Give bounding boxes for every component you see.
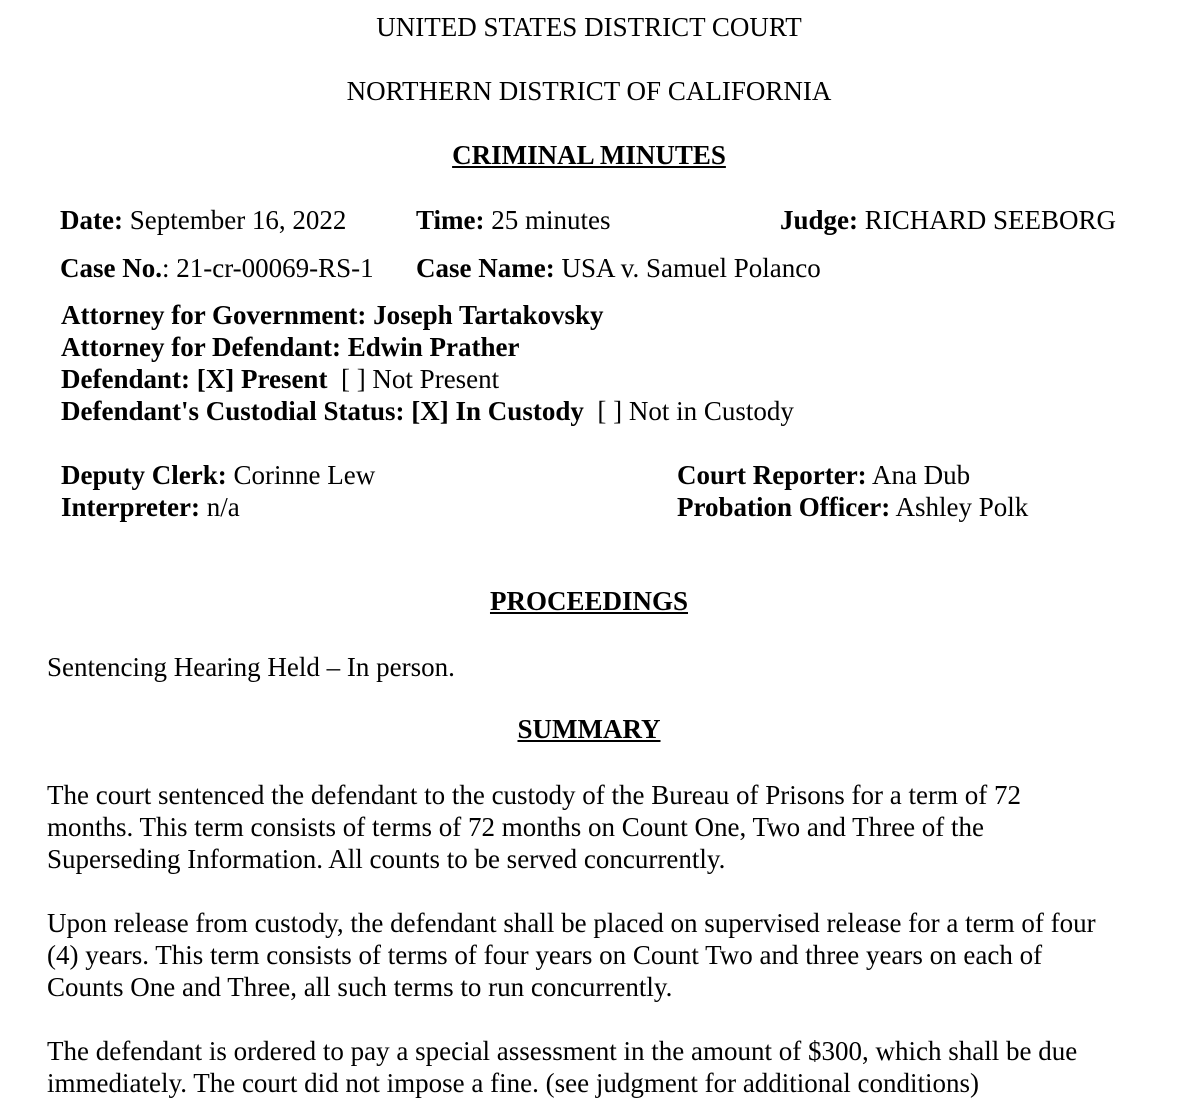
probation-officer-label: Probation Officer: (677, 492, 891, 522)
deputy-clerk-field (61, 459, 375, 491)
case-name-value: USA v. Samuel Polanco (561, 253, 821, 283)
paragraph-line: immediately. The court did not impose a fine. (see judgment for additional conditions) (47, 1068, 980, 1098)
government-attorney (61, 299, 604, 331)
case-name-field (416, 252, 821, 284)
date-field (60, 204, 346, 236)
summary-heading: SUMMARY (517, 714, 661, 744)
court-reporter-label: Court Reporter: (677, 460, 867, 490)
proceedings-heading: PROCEEDINGS (489, 586, 689, 616)
summary-paragraph-assessment (47, 1035, 1157, 1099)
time-label: Time: (416, 205, 485, 235)
court-reporter-field (677, 459, 970, 491)
date-label: Date: (60, 205, 123, 235)
defendant-not-present-text: [ ] Not Present (340, 364, 500, 394)
custodial-status (61, 395, 794, 427)
proceedings-text: Sentencing Hearing Held – In person. (47, 652, 455, 682)
court-reporter-value: Ana Dub (871, 460, 971, 490)
court-name: UNITED STATES DISTRICT COURT (376, 12, 802, 42)
deputy-clerk-value: Corinne Lew (233, 460, 376, 490)
document-title: CRIMINAL MINUTES (452, 140, 726, 170)
probation-officer-field (677, 491, 1028, 523)
paragraph-line: The court sentenced the defendant to the custody of the Bureau of Prisons for a term of 72 (47, 780, 1021, 810)
time-field (416, 204, 611, 236)
government-attorney-text: Attorney for Government: Joseph Tartakovsky (61, 300, 604, 330)
deputy-clerk-label: Deputy Clerk: (61, 460, 227, 490)
defendant-present-text: Defendant: [X] Present (61, 364, 328, 394)
summary-paragraph-custody (47, 779, 1157, 875)
paragraph-line: months. This term consists of terms of 72 months on Count One, Two and Three of the (47, 812, 985, 842)
case-number-field (60, 252, 374, 284)
probation-officer-value: Ashley Polk (895, 492, 1029, 522)
paragraph-line: The defendant is ordered to pay a special assessment in the amount of $300, which shall be due (47, 1036, 1078, 1066)
interpreter-field (61, 491, 240, 523)
judge-label: Judge: (780, 205, 859, 235)
time-value: 25 minutes (491, 205, 611, 235)
judge-value: RICHARD SEEBORG (864, 205, 1117, 235)
defendant-attorney (61, 331, 519, 363)
interpreter-value: n/a (206, 492, 240, 522)
case-number-value: : 21-cr-00069-RS-1 (162, 253, 374, 283)
date-value: September 16, 2022 (129, 205, 347, 235)
judge-field (780, 204, 1116, 236)
defendant-presence (61, 363, 499, 395)
defendant-attorney-text: Attorney for Defendant: Edwin Prather (61, 332, 520, 362)
case-number-label: Case No. (60, 253, 162, 283)
case-name-label: Case Name: (416, 253, 555, 283)
not-in-custody-text: [ ] Not in Custody (597, 396, 794, 426)
in-custody-text: Defendant's Custodial Status: [X] In Custody (61, 396, 584, 426)
summary-paragraph-supervised-release (47, 907, 1157, 1003)
district-name: NORTHERN DISTRICT OF CALIFORNIA (346, 76, 832, 106)
paragraph-line: (4) years. This term consists of terms of four years on Count Two and three years on each of (47, 940, 1043, 970)
paragraph-line: Counts One and Three, all such terms to run concurrently. (47, 972, 673, 1002)
paragraph-line: Upon release from custody, the defendant shall be placed on supervised release for a term of four (47, 908, 1096, 938)
interpreter-label: Interpreter: (61, 492, 200, 522)
paragraph-line: Superseding Information. All counts to be served concurrently. (47, 844, 726, 874)
